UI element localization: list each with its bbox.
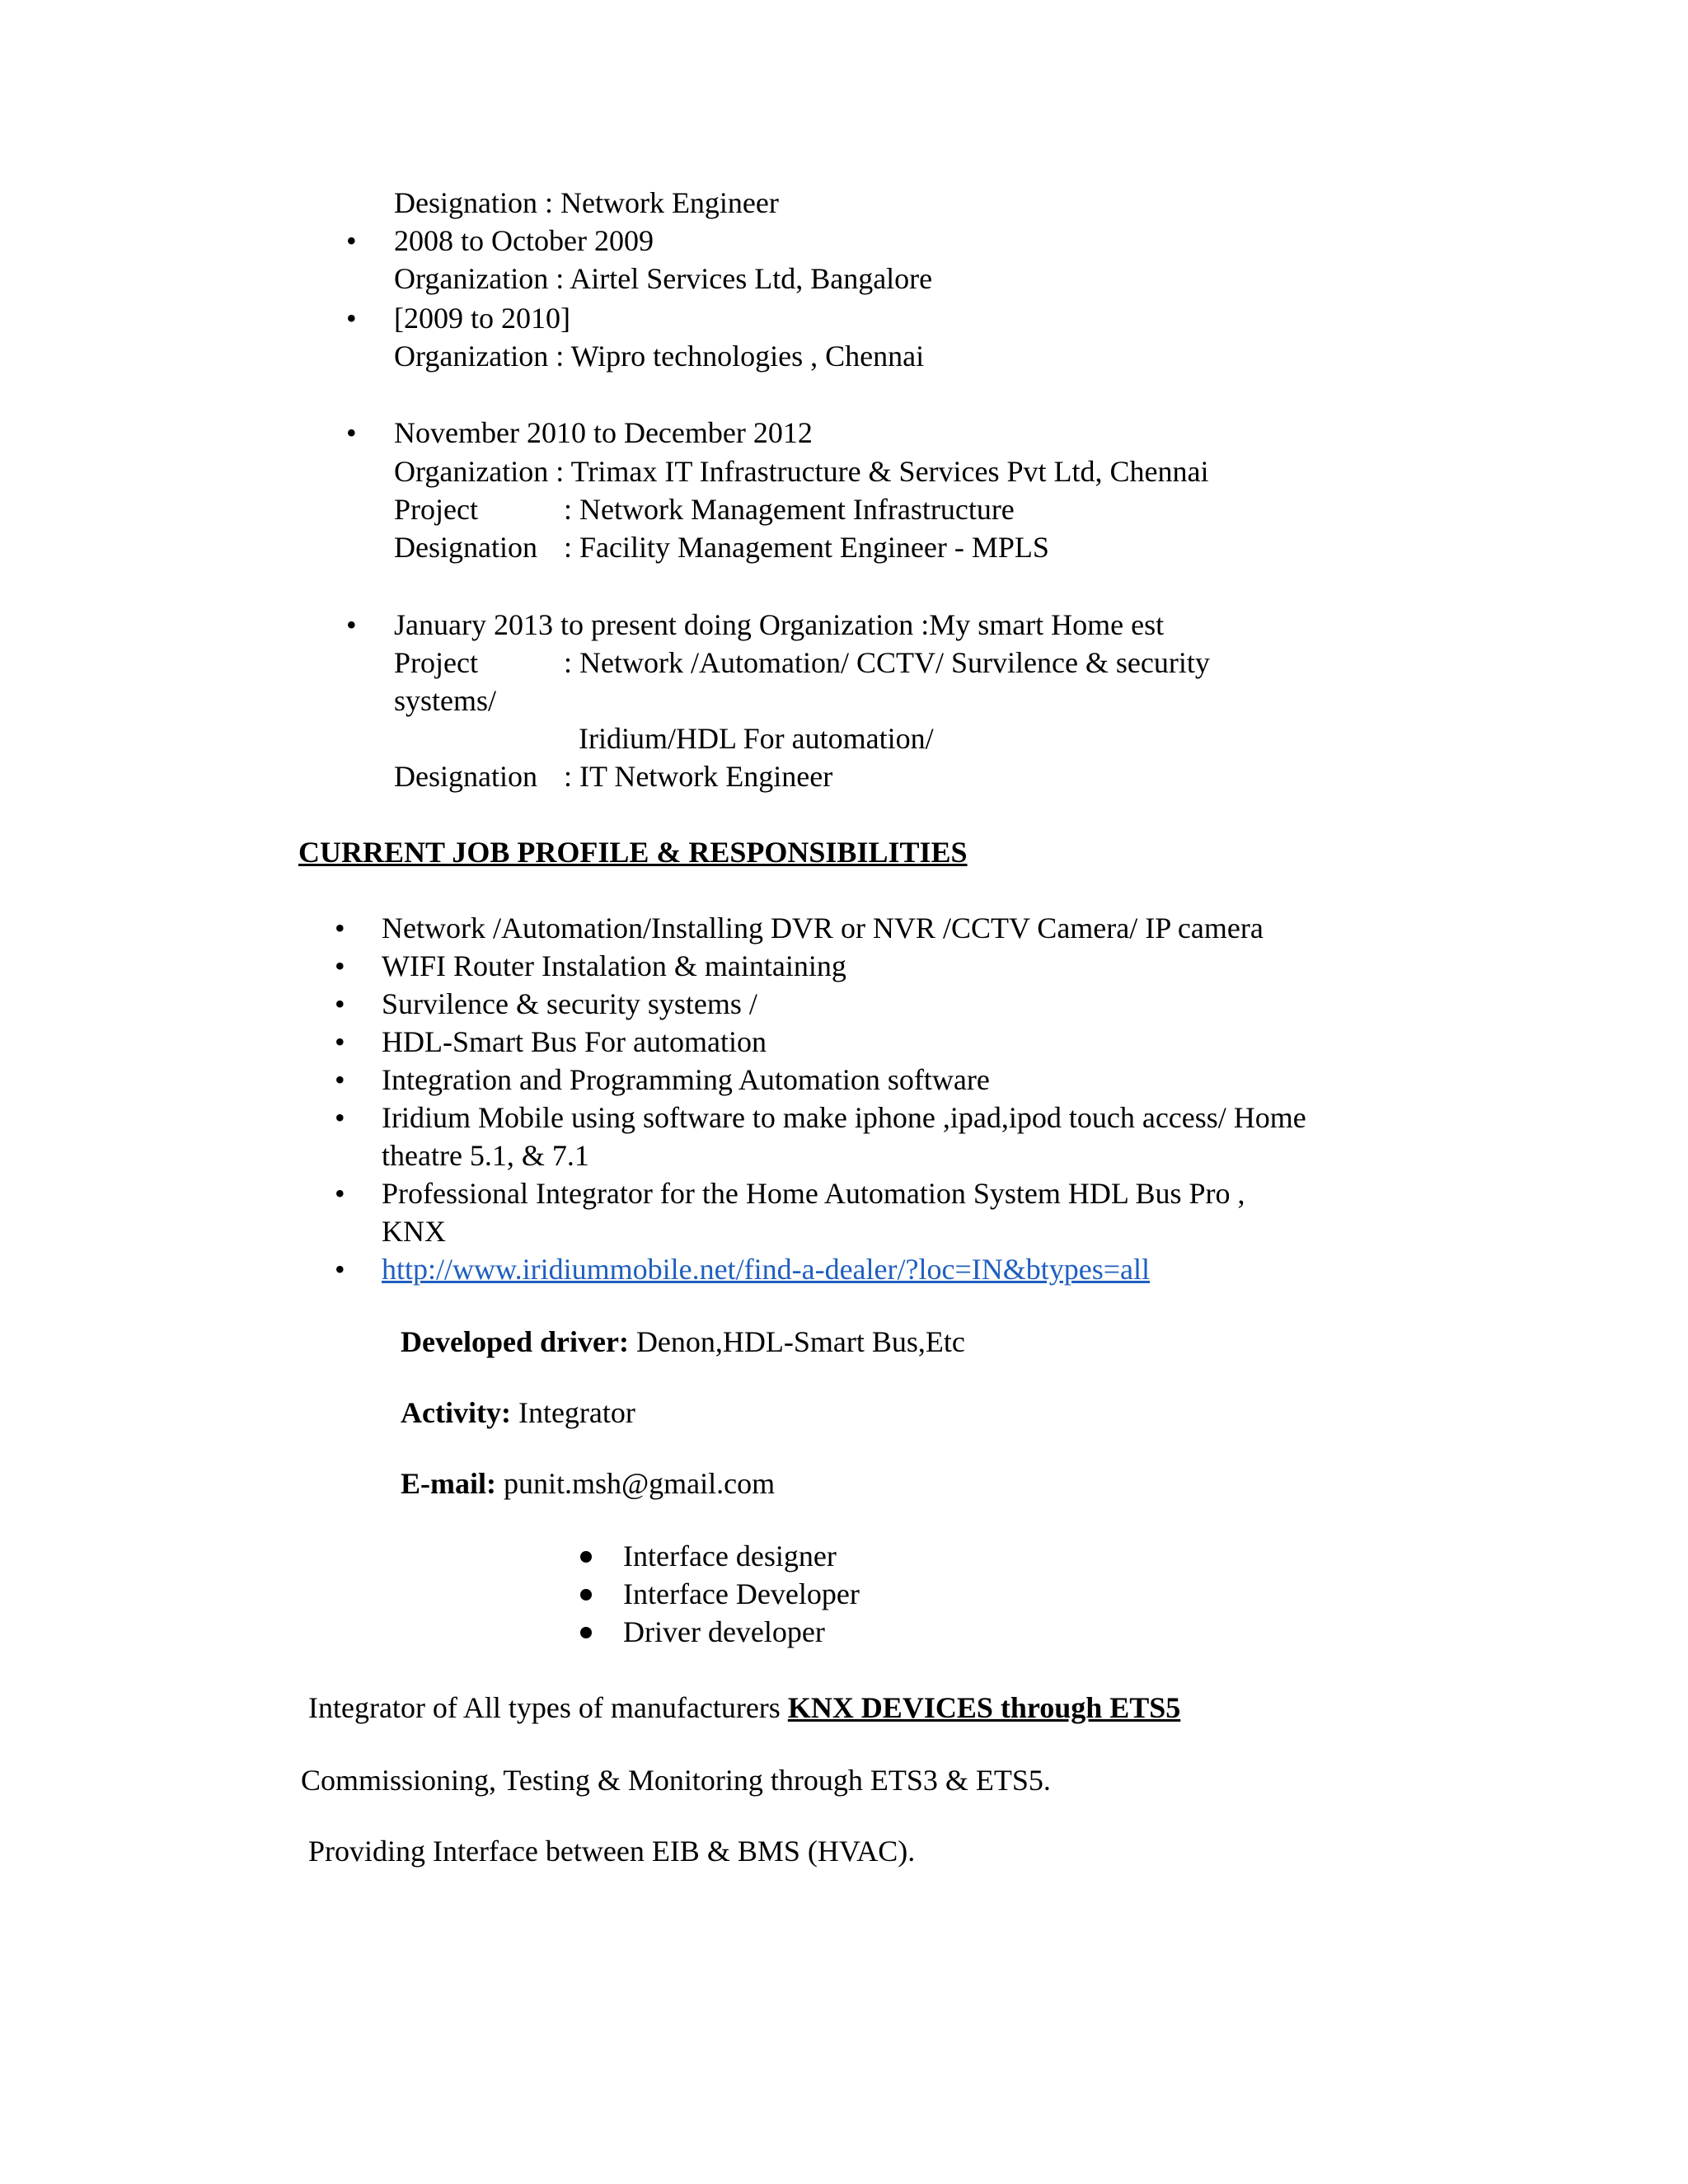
activity-value: Integrator [510, 1396, 635, 1429]
role-item: Interface Developer [623, 1577, 860, 1610]
profile-item: Professional Integrator for the Home Automation System HDL Bus Pro , [382, 1177, 1245, 1210]
bullet-marker: • [335, 1253, 345, 1286]
developed-driver-line [401, 1325, 965, 1358]
experience-designation-label: Designation [394, 760, 537, 793]
round-bullet [580, 1589, 592, 1601]
experience-organization: Organization : Airtel Services Ltd, Bangalore [394, 262, 933, 295]
experience-project-value: : Network /Automation/ CCTV/ Survilence & security [564, 646, 1210, 679]
commissioning-line: Commissioning, Testing & Monitoring through ETS3 & ETS5. [301, 1764, 1051, 1797]
experience-designation-label: Designation [394, 531, 537, 564]
experience-project-label: Project [394, 646, 478, 679]
email-value: punit.msh@gmail.com [495, 1467, 776, 1500]
activity-line [401, 1396, 635, 1429]
role-item: Interface designer [623, 1540, 837, 1572]
round-bullet [580, 1627, 592, 1638]
experience-period: November 2010 to December 2012 [394, 416, 813, 449]
bullet-marker: • [335, 987, 345, 1020]
developed-driver-label: Developed driver: [401, 1325, 629, 1358]
bullet-marker: • [346, 302, 357, 335]
experience-period: [2009 to 2010] [394, 302, 570, 335]
developed-driver-value: Denon,HDL-Smart Bus,Etc [628, 1325, 965, 1358]
bullet-marker: • [335, 949, 345, 982]
experience-period: 2008 to October 2009 [394, 224, 654, 257]
bullet-marker: • [346, 416, 357, 449]
bullet-marker: • [346, 224, 357, 257]
integrator-emphasis: KNX DEVICES through ETS5 [787, 1691, 1181, 1724]
experience-period: January 2013 to present doing Organization :My smart Home est [394, 608, 1165, 641]
round-bullet [580, 1551, 592, 1563]
experience-designation-value: : Facility Management Engineer - MPLS [564, 531, 1049, 564]
bullet-marker: • [335, 912, 345, 944]
role-item: Driver developer [623, 1615, 825, 1648]
profile-item-continuation: KNX [382, 1215, 446, 1248]
experience-organization: Organization : Wipro technologies , Chennai [394, 340, 925, 373]
designation-line: Designation : Network Engineer [394, 186, 779, 219]
profile-item: Survilence & security systems / [382, 987, 757, 1020]
activity-label: Activity: [401, 1396, 511, 1429]
experience-project-continuation: Iridium/HDL For automation/ [579, 722, 934, 755]
profile-item: HDL-Smart Bus For automation [382, 1025, 767, 1058]
experience-organization: Organization : Trimax IT Infrastructure & Services Pvt Ltd, Chennai [394, 455, 1209, 488]
experience-designation-value: : IT Network Engineer [564, 760, 833, 793]
experience-project-continuation: systems/ [394, 684, 497, 717]
profile-item: Network /Automation/Installing DVR or NVR /CCTV Camera/ IP camera [382, 912, 1264, 944]
bullet-marker: • [335, 1025, 345, 1058]
dealer-link[interactable]: http://www.iridiummobile.net/find-a-dealer/?loc=IN&btypes=all [382, 1253, 1151, 1286]
experience-project-value: : Network Management Infrastructure [564, 493, 1015, 526]
profile-item: Iridium Mobile using software to make iphone ,ipad,ipod touch access/ Home [382, 1101, 1306, 1134]
experience-project-label: Project [394, 493, 478, 526]
profile-item-continuation: theatre 5.1, & 7.1 [382, 1139, 589, 1172]
email-line [401, 1467, 775, 1500]
integrator-line [308, 1691, 1180, 1724]
profile-item: WIFI Router Instalation & maintaining [382, 949, 846, 982]
bullet-marker: • [346, 608, 357, 641]
profile-item: Integration and Programming Automation software [382, 1063, 990, 1096]
bullet-marker: • [335, 1177, 345, 1210]
email-label: E-mail: [401, 1467, 496, 1500]
integrator-prefix: Integrator of All types of manufacturers [308, 1691, 788, 1724]
interface-line: Providing Interface between EIB & BMS (HVAC). [308, 1835, 916, 1868]
bullet-marker: • [335, 1101, 345, 1134]
section-heading: CURRENT JOB PROFILE & RESPONSIBILITIES [298, 836, 968, 869]
bullet-marker: • [335, 1063, 345, 1096]
